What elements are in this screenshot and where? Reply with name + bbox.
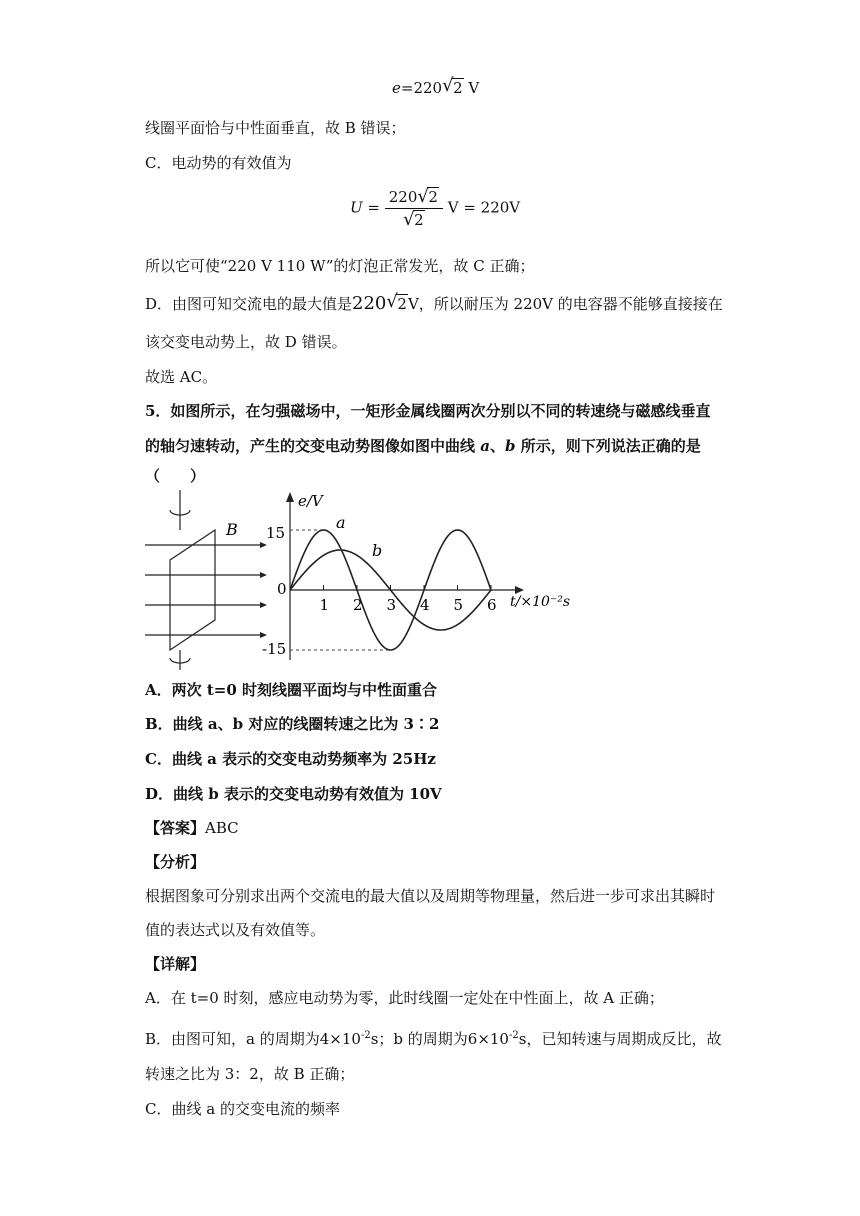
- option-a: A．两次 t=0 时刻线圈平面均与中性面重合: [145, 681, 438, 699]
- formula-unit: V: [468, 79, 480, 97]
- formula-U-rhs: V = 220V: [447, 198, 521, 217]
- x-ticks: [320, 585, 497, 614]
- coil-diagram: [145, 490, 260, 670]
- figure: [140, 490, 590, 670]
- detail-line: 转速之比为 3：2，故 B 正确；: [145, 1065, 355, 1083]
- detail-line: A．在 t=0 时刻，感应电动势为零，此时线圈一定处在中性面上，故 A 正确；: [145, 989, 664, 1007]
- analysis-tag: 【分析】: [145, 853, 206, 871]
- sqrt-2: √ 2: [442, 75, 463, 97]
- x-tick-label: 3: [386, 596, 397, 614]
- y-axis-label: e/V: [298, 492, 323, 510]
- option-c: C．曲线 a 表示的交变电动势频率为 25Hz: [145, 750, 436, 768]
- curve-label-b: b: [372, 541, 383, 560]
- detail-line: C．曲线 a 的交变电流的频率: [145, 1100, 340, 1118]
- option-d: D．曲线 b 表示的交变电动势有效值为 10V: [145, 785, 442, 803]
- fraction: 220 √ 2 √ 2: [385, 188, 443, 229]
- x-tick-label: 4: [420, 596, 430, 614]
- question-stem: 的轴匀速转动，产生的交变电动势图像如图中曲线 a、b 所示，则下列说法正确的是: [145, 437, 701, 455]
- x-tick-label: 6: [487, 596, 497, 614]
- x-tick-label: 1: [319, 596, 330, 614]
- formula-e: e: [392, 79, 401, 97]
- y-tick-label-15: 15: [266, 524, 286, 542]
- text-line: 该交变电动势上，故 D 错误。: [145, 333, 347, 351]
- question-stem: 5．如图所示，在匀强磁场中，一矩形金属线圈两次分别以不同的转速绕与磁感线垂直: [145, 402, 711, 420]
- graph-axes: [290, 500, 515, 660]
- field-arrowheads: [260, 542, 267, 638]
- answer-line: 【答案】ABC: [145, 819, 239, 837]
- text-line: 故选 AC。: [145, 368, 218, 386]
- formula-U: [350, 188, 520, 229]
- analysis-line: 根据图象可分别求出两个交流电的最大值以及周期等物理量，然后进一步可求出其瞬时: [145, 887, 716, 905]
- option-b: B．曲线 a、b 对应的线圈转速之比为 3∶2: [145, 715, 440, 733]
- formula-U-lhs: U =: [350, 198, 380, 217]
- x-axis-label: t/×10⁻²s: [510, 594, 571, 610]
- y-tick-label-neg15: -15: [262, 640, 287, 658]
- question-bracket: （ ）: [145, 467, 206, 485]
- text-line: D．由图可知交流电的最大值是220 √ 2V，所以耐压为 220V 的电容器不能够直接接在: [145, 291, 723, 314]
- formula-eq: =220: [400, 79, 443, 97]
- top-formula: [392, 75, 480, 98]
- x-tick-label: 5: [453, 596, 464, 614]
- coil-loop: [170, 530, 215, 650]
- analysis-line: 值的表达式以及有效值等。: [145, 921, 326, 939]
- text-line: 线圈平面恰与中性面垂直，故 B 错误；: [145, 119, 406, 137]
- text-line: 所以它可使“220 V 110 W”的灯泡正常发光，故 C 正确；: [145, 257, 535, 275]
- curve-label-a: a: [336, 513, 346, 532]
- x-axis-arrow: [515, 586, 524, 594]
- field-label: B: [226, 520, 238, 539]
- inline-max: 220: [352, 293, 387, 314]
- origin-label: 0: [277, 580, 287, 598]
- x-tick-label: 2: [353, 596, 363, 614]
- detail-tag: 【详解】: [145, 955, 206, 973]
- text-line: C．电动势的有效值为: [145, 154, 292, 172]
- detail-line: B．由图可知，a 的周期为$4\times 10^{-2}s$；b 的周期为$6\times 10^{-2}s$，已知转速与周期成反比，故: [145, 1030, 722, 1048]
- y-axis-arrow: [286, 492, 294, 502]
